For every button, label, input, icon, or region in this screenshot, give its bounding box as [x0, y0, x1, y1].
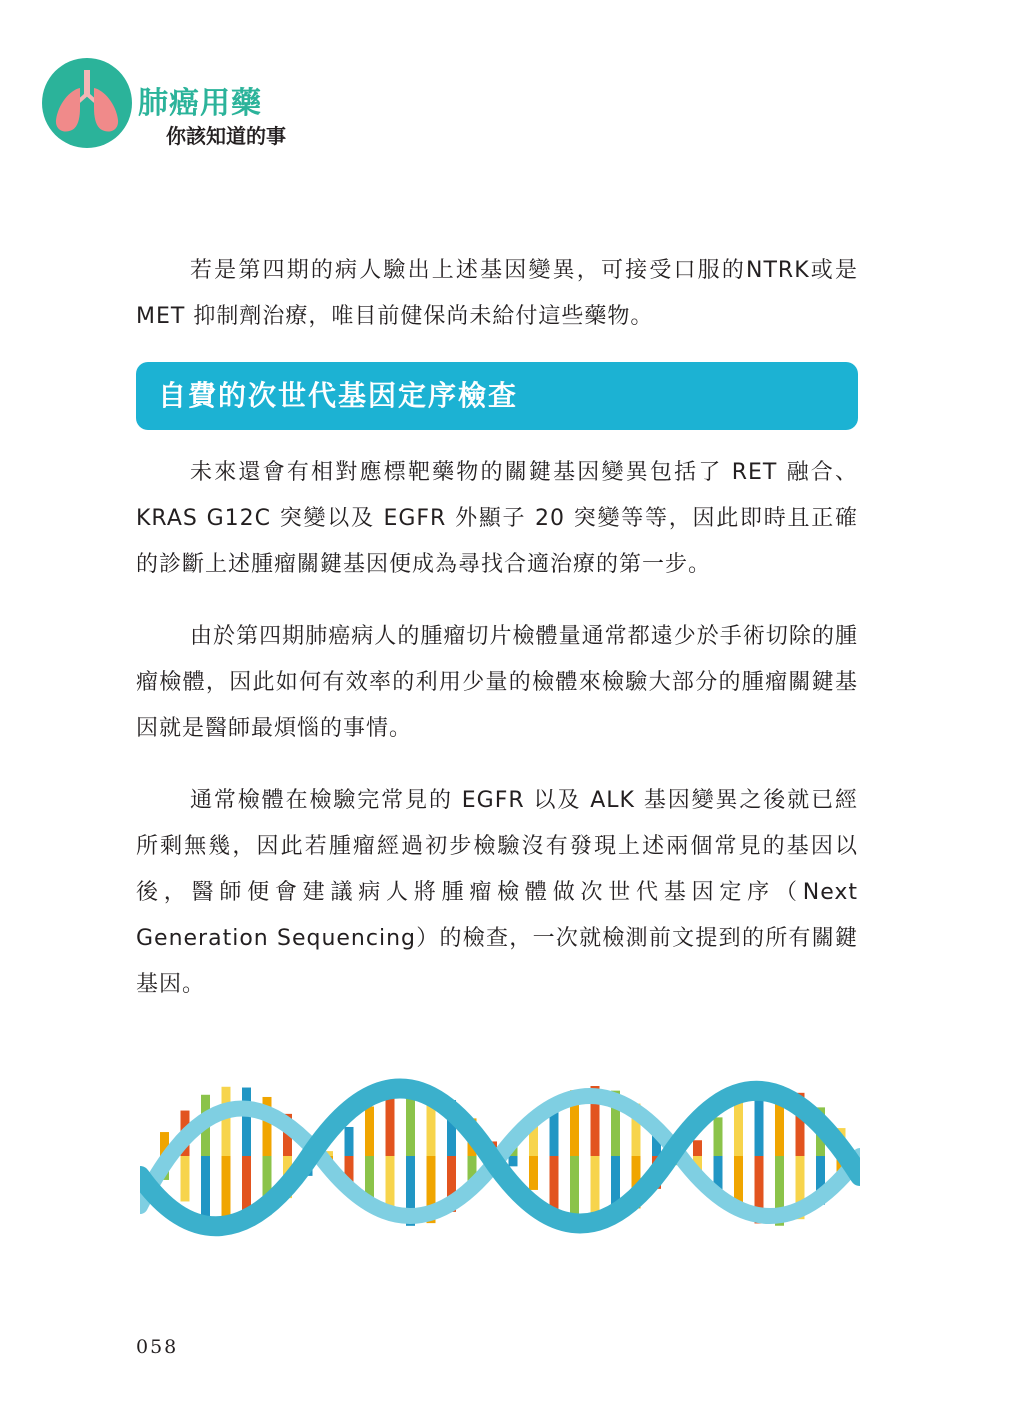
- dna-base-pair-segment: [693, 1140, 702, 1156]
- page-number: 058: [136, 1336, 179, 1358]
- book-subtitle: 你該知道的事: [166, 124, 286, 148]
- dna-base-pair-segment: [242, 1088, 251, 1156]
- paragraph-1: 若是第四期的病人驗出上述基因變異，可接受口服的NTRK或是 MET 抑制劑治療，唯目前健保尚未給付這些藥物。: [136, 258, 858, 329]
- book-title: 肺癌用藥: [138, 86, 262, 121]
- dna-base-pair-segment: [570, 1156, 579, 1222]
- paragraph-4: 通常檢體在檢驗完常見的 EGFR 以及 ALK 基因變異之後就已經所剩無幾，因此若腫瘤經過初步檢驗沒有發現上述兩個常見的基因以後，醫師便會建議病人將腫瘤檢體做次世代基因定序（Next Generation Sequencing）的檢查，一次就檢測前文提到的所有關鍵基因。: [136, 788, 858, 997]
- section-title: 自費的次世代基因定序檢查: [158, 379, 519, 412]
- dna-base-pair-segment: [345, 1127, 354, 1156]
- book-header: [42, 58, 402, 150]
- lungs-icon: [42, 58, 132, 148]
- dna-base-pair-segment: [365, 1107, 374, 1156]
- dna-base-pair-segment: [386, 1092, 395, 1156]
- dna-base-pair-segment: [222, 1087, 231, 1156]
- dna-base-pair-segment: [734, 1099, 743, 1156]
- dna-base-pair-segment: [550, 1156, 559, 1209]
- dna-helix-illustration: [140, 1056, 860, 1256]
- paragraph-2: 未來還會有相對應標靶藥物的關鍵基因變異包括了 RET 融合、KRAS G12C 突變以及 EGFR 外顯子 20 突變等等，因此即時且正確的診斷上述腫瘤關鍵基因便成為尋找合適治療的第一步。: [136, 460, 858, 577]
- dna-base-pair-segment: [181, 1156, 190, 1201]
- dna-base-pair-segment: [509, 1156, 518, 1166]
- section-heading-bar: [136, 362, 858, 430]
- dna-base-pair-segment: [201, 1156, 210, 1217]
- paragraph-3: 由於第四期肺癌病人的腫瘤切片檢體量通常都遠少於手術切除的腫瘤檢體，因此如何有效率的利用少量的檢體來檢驗大部分的腫瘤關鍵基因就是醫師最煩惱的事情。: [136, 624, 858, 741]
- dna-base-pair-segment: [529, 1156, 538, 1190]
- dna-base-pair-segment: [714, 1117, 723, 1156]
